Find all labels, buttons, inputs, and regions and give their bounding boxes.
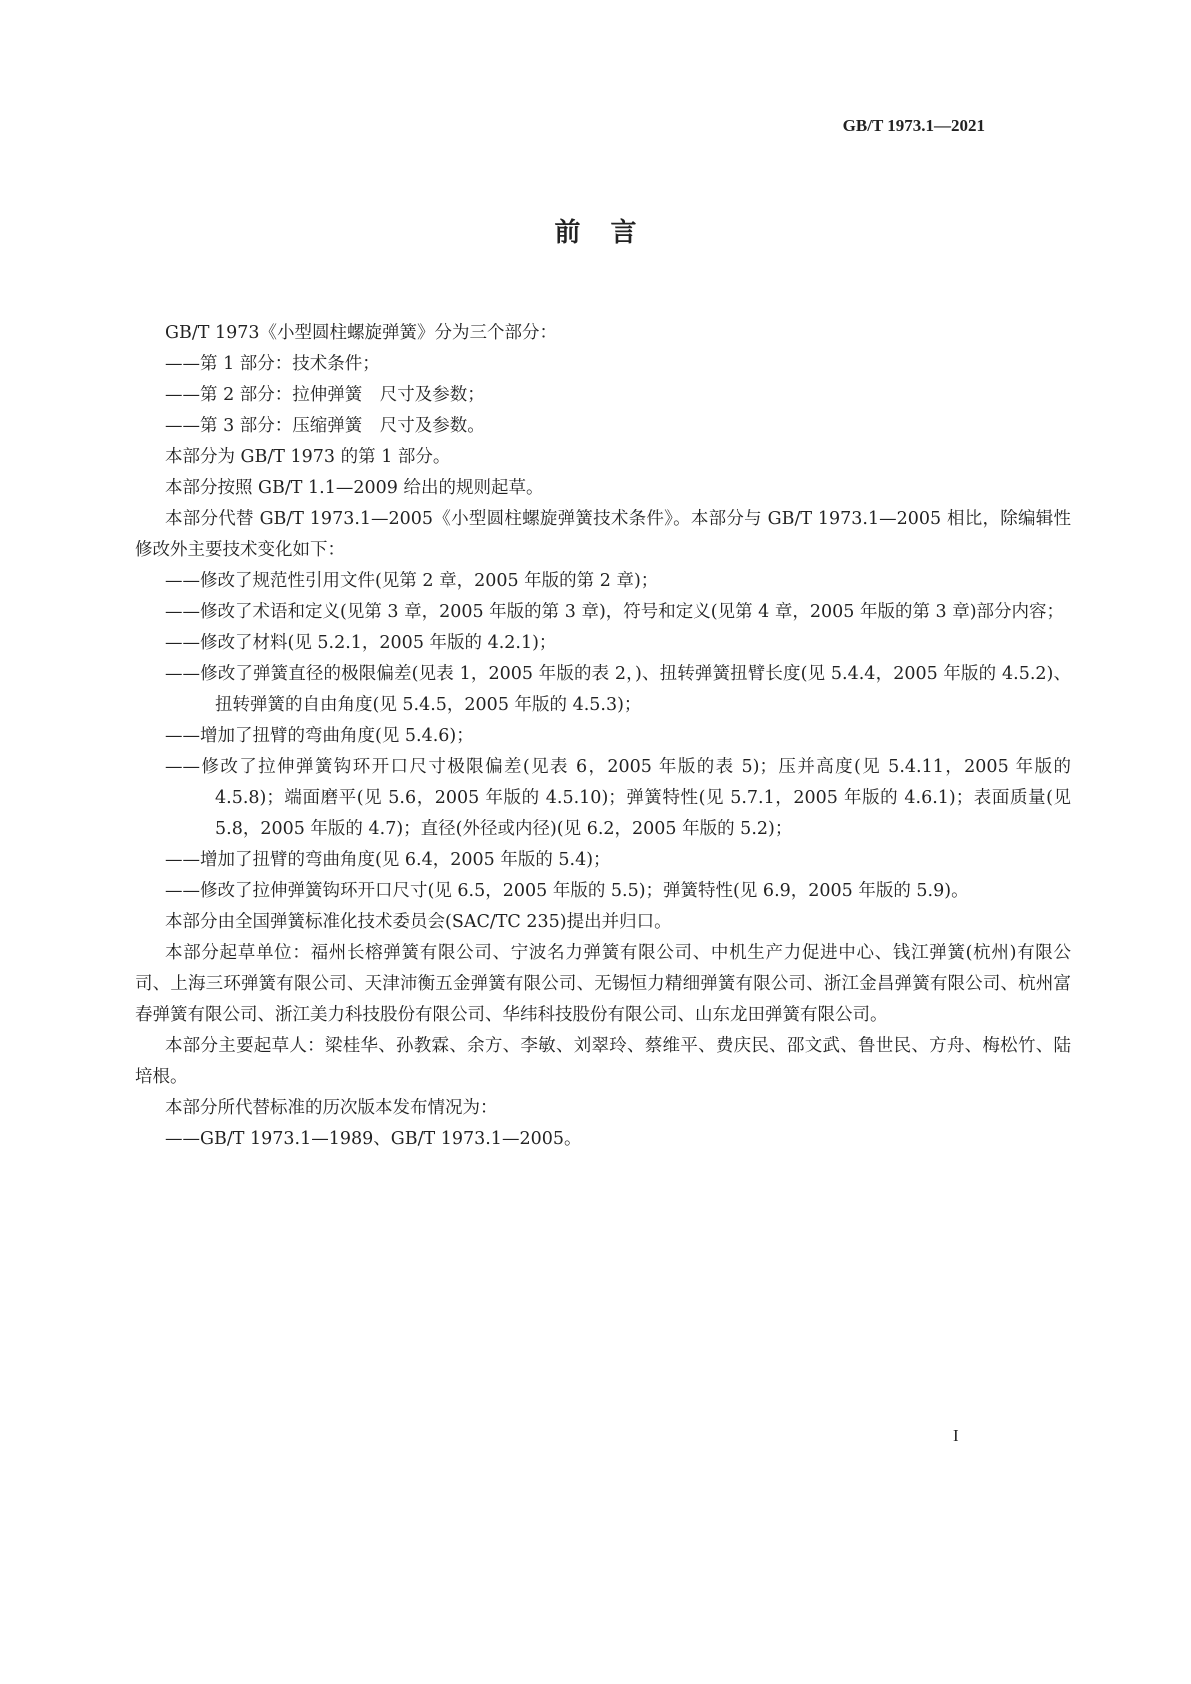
- standard-number-header: GB/T 1973.1—2021: [842, 116, 985, 135]
- list-item: ——修改了拉伸弹簧钩环开口尺寸(见 6.5，2005 年版的 5.5)；弹簧特性(见 6.9，2005 年版的 5.9)。: [165, 881, 969, 901]
- paragraph: 本部分由全国弹簧标准化技术委员会(SAC/TC 235)提出并归口。: [165, 912, 672, 932]
- paragraph: 本部分起草单位：福州长榕弹簧有限公司、宁波名力弹簧有限公司、中机生产力促进中心、钱江弹簧(杭州)有限公司、上海三环弹簧有限公司、天津沛衡五金弹簧有限公司、无锡恒力精细弹簧有限公司、浙江金昌弹簧有限公司、杭州富春弹簧有限公司、浙江美力科技股份有限公司、华纬科技股份有限公司、山东龙田弹簧有限公司。: [135, 943, 1071, 1025]
- list-item: ——第 2 部分：拉伸弹簧 尺寸及参数；: [165, 385, 485, 405]
- list-item: ——修改了术语和定义(见第 3 章，2005 年版的第 3 章)，符号和定义(见第 4 章，2005 年版的第 3 章)部分内容；: [165, 602, 1065, 622]
- page-number: I: [953, 1426, 959, 1445]
- list-item: ——第 3 部分：压缩弹簧 尺寸及参数。: [165, 416, 485, 436]
- document-body: [135, 318, 1071, 1155]
- paragraph: 本部分代替 GB/T 1973.1—2005《小型圆柱螺旋弹簧技术条件》。本部分与 GB/T 1973.1—2005 相比，除编辑性修改外主要技术变化如下：: [135, 509, 1071, 560]
- paragraph: 本部分主要起草人：梁桂华、孙教霖、余方、李敏、刘翠玲、蔡维平、费庆民、邵文武、鲁世民、方舟、梅松竹、陆培根。: [135, 1036, 1071, 1087]
- list-item: ——修改了拉伸弹簧钩环开口尺寸极限偏差(见表 6，2005 年版的表 5)；压并高度(见 5.4.11，2005 年版的 4.5.8)；端面磨平(见 5.6，2005 年版的 4.5.10)；弹簧特性(见 5.7.1，2005 年版的 4.6.1)；表面质量(见 5.8，2005 年版的 4.7)；直径(外径或内径)(见 6.2，2005 年版的 5.2)；: [165, 757, 1071, 839]
- list-item: ——GB/T 1973.1—1989、GB/T 1973.1—2005。: [165, 1129, 582, 1149]
- list-item: ——增加了扭臂的弯曲角度(见 6.4，2005 年版的 5.4)；: [165, 850, 611, 870]
- paragraph: GB/T 1973《小型圆柱螺旋弹簧》分为三个部分：: [165, 323, 558, 343]
- list-item: ——第 1 部分：技术条件；: [165, 354, 380, 374]
- paragraph: 本部分为 GB/T 1973 的第 1 部分。: [165, 447, 451, 467]
- list-item: ——修改了弹簧直径的极限偏差(见表 1，2005 年版的表 2，)、扭转弹簧扭臂长度(见 5.4.4，2005 年版的 4.5.2)、扭转弹簧的自由角度(见 5.4.5，2005 年版的 4.5.3)；: [165, 664, 1071, 715]
- list-item: ——增加了扭臂的弯曲角度(见 5.4.6)；: [165, 726, 474, 746]
- list-item: ——修改了材料(见 5.2.1，2005 年版的 4.2.1)；: [165, 633, 557, 653]
- page-title: 前言: [554, 218, 667, 248]
- paragraph: 本部分所代替标准的历次版本发布情况为：: [165, 1098, 498, 1118]
- paragraph: 本部分按照 GB/T 1.1—2009 给出的规则起草。: [165, 478, 544, 498]
- list-item: ——修改了规范性引用文件(见第 2 章，2005 年版的第 2 章)；: [165, 571, 659, 591]
